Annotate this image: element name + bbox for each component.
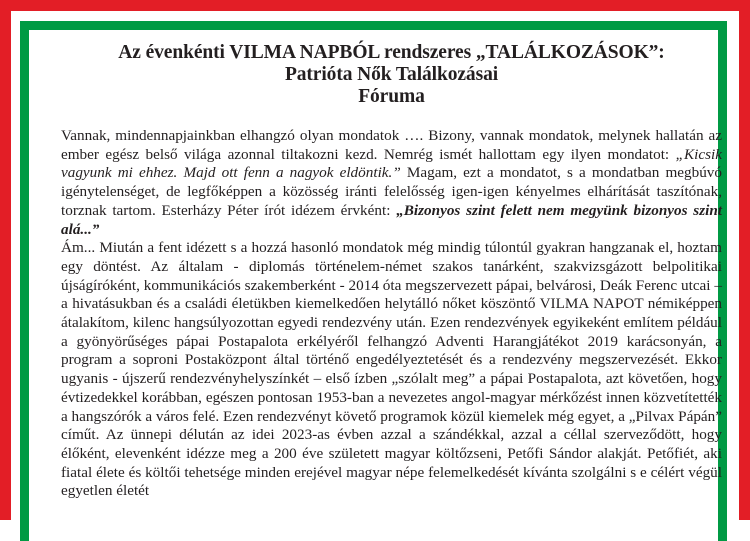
quote-esterhazy: „Bizonyos szint felett nem megyünk bizonyos szint alá...”: [61, 201, 722, 238]
quote-kicsik-vagyunk: „Kicsik vagyunk mi ehhez. Majd ott fenn a nagyok eldöntik.”: [61, 145, 722, 182]
title-line-2: Patrióta Nők Találkozásai: [284, 64, 499, 85]
title-line-3: Fóruma: [358, 86, 425, 107]
paragraph-intro-text-b: Magam, ezt a mondatot, s a mondatban megbúvó igénytelenséget, de legfőképpen a közösség iránti felelősség igen-igen kényelmes elhárítását taszítónak, torznak tartom. Esterházy Péter írót idézem érvként:: [61, 164, 722, 219]
paragraph-intro: [61, 127, 722, 239]
document-title: [61, 42, 722, 108]
title-line-1: Az évenkénti VILMA NAPBÓL rendszeres „TALÁLKOZÁSOK”:: [118, 42, 665, 63]
paragraph-intro-text-a: Vannak, mindennapjainkban elhangzó olyan mondatok …. Bizony, vannak mondatok, melynek hallatán az ember egész belső világa azonnal tiltakozni kezd. Nemrég ismét hallottam egy ilyen mondatot:: [61, 127, 722, 163]
paragraph-decision: Ám... Miután a fent idézett s a hozzá hasonló mondatok még mindig túlontúl gyakran hangzanak el, hoztam egy döntést. Az általam - diplomás történelem-német szakos tanárként, szakvizsgázott belpolitikai újságíróként, kommunikációs szakemberként - 2014 óta megszervezett pápai, belvárosi, Deák Ferenc utcai – a hivatásukban és a családi életükben kiemelkedően helytálló nőket köszöntő VILMA NAPOT némiképpen átalakítom, kilenc hangsúlyozottan egyedi rendezvény után. Ezen rendezvények egyikeként említem például a gyönyörűséges pápai Postapalota erkélyéről felhangzó Adventi Harangjátékot 2019 karácsonyán, a program a soproni Postaközpont által történő engedélyeztetését és a rendezvény megszervezését. Ekkor ugyanis - újszerű rendezvényhelyszínkét – első ízben „szólalt meg” a pápai Postapalota, azt követően, hogy évtizedekkel korábban, egészen pontosan 1953-ban a nevezetes angol-magyar mérkőzést innen közvetítették a hangszórók a város felé. Ezen rendezvényt követő programok közül kiemelek még egyet, a „Pilvax Pápán” címűt. Az ünnepi délután az idei 2023-as évben azzal a szándékkal, azzal a céllal szerveződött, hogy élőként, elevenként idézze meg a 200 éve született magyar költőzseni, Petőfi Sándor alakját. Petőfiét, aki fiatal élete és költői tehetsége minden erejével magyar népe felemelkedését kívánta szolgálni s e célért végül egyetlen életét: [61, 239, 722, 500]
document-page: [61, 42, 722, 501]
document-body: [61, 127, 722, 501]
